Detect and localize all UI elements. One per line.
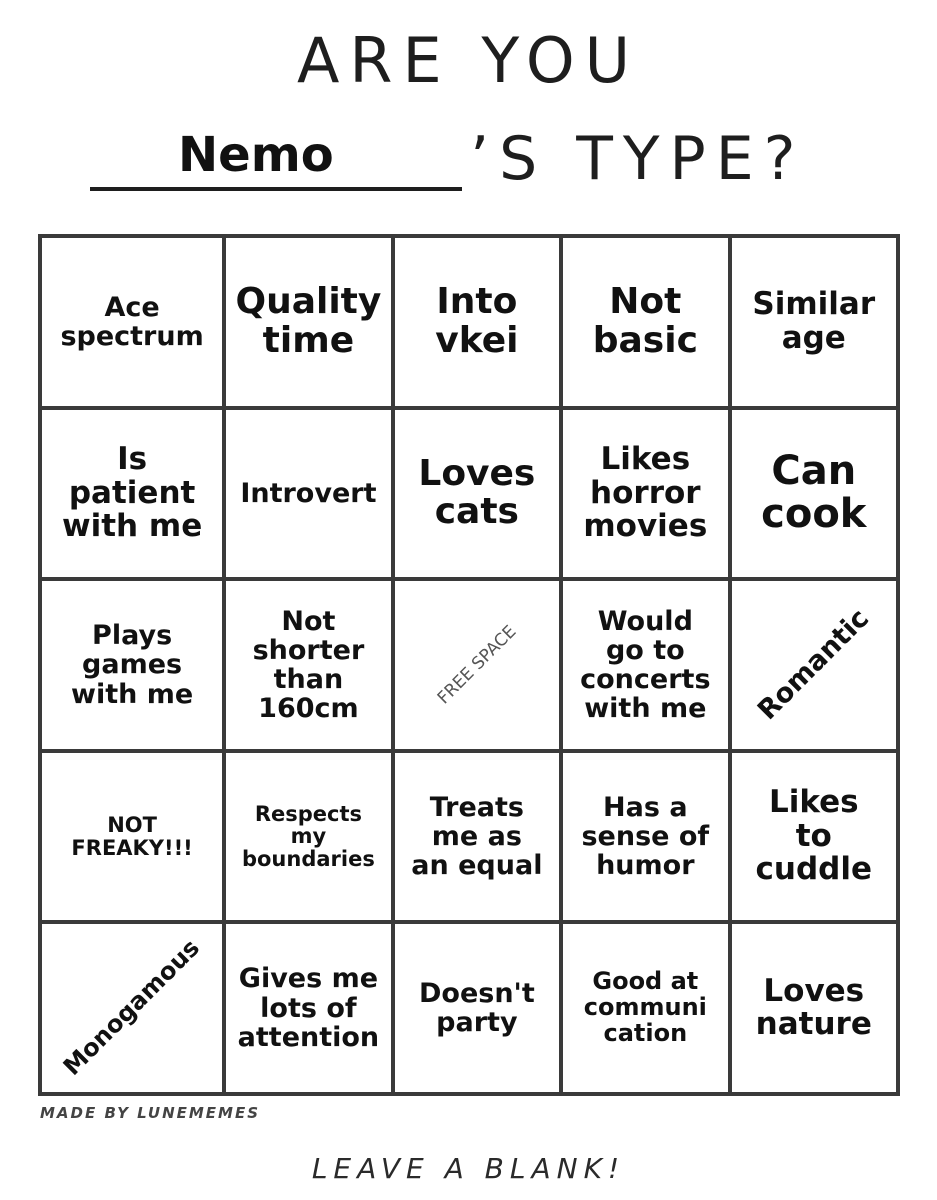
bingo-cell[interactable] [40,751,224,923]
cell-text: Likes horror movies [583,441,708,545]
cell-text: Treats me as an equal [411,791,543,882]
footer-instruction: LEAVE A BLANK! [311,1152,626,1185]
filled-name: Nemo [178,127,334,183]
cell-text: Can cook [761,448,867,538]
cell-text: Has a sense of humor [581,791,710,882]
cell-text: Likes to cuddle [755,784,873,888]
cell-text: Ace spectrum [60,291,204,352]
cell-text: Respects my boundaries [241,801,375,871]
cell-text: Monogamous [57,933,206,1082]
cell-text: Quality time [235,280,382,361]
bingo-cell[interactable] [730,579,898,751]
bingo-cell[interactable] [40,579,224,751]
cell-text: Romantic [752,603,876,727]
bingo-cell[interactable] [730,408,898,580]
bingo-cell[interactable] [561,751,729,923]
cell-text: Similar age [752,286,876,356]
bingo-cell[interactable] [561,408,729,580]
bingo-cell[interactable] [561,236,729,408]
title-line-2 [0,125,937,205]
bingo-cell[interactable] [730,751,898,923]
cell-text: Loves nature [755,972,872,1043]
title-are-you: ARE YOU [296,24,641,97]
cell-text: Loves cats [418,452,536,533]
cell-text: Gives me lots of attention [237,963,380,1053]
bingo-cell[interactable] [730,236,898,408]
bingo-cell[interactable] [393,236,561,408]
cell-text: Not shorter than 160cm [252,605,365,725]
bingo-cell[interactable] [393,922,561,1094]
cell-text: Introvert [240,477,377,509]
bingo-cell[interactable] [224,236,392,408]
bingo-cell[interactable] [393,408,561,580]
cell-text: NOT FREAKY!!! [71,812,193,860]
bingo-cell[interactable] [224,922,392,1094]
free-space-label: FREE SPACE [433,621,520,709]
bingo-cell[interactable] [224,408,392,580]
bingo-cell[interactable] [40,408,224,580]
bingo-board [38,234,900,1096]
bingo-cell[interactable] [730,922,898,1094]
bingo-cell[interactable] [561,579,729,751]
bingo-cell[interactable] [561,922,729,1094]
cell-text: Would go to concerts with me [580,605,711,725]
bingo-cell[interactable] [224,579,392,751]
title-s-type: ’S TYPE? [470,124,806,194]
cell-text: Plays games with me [71,620,194,710]
bingo-cell[interactable] [393,751,561,923]
made-by-credit: MADE BY LUNEMEMES [40,1104,261,1122]
cell-text: Is patient with me [61,441,203,545]
cell-text: Doesn't party [418,978,535,1039]
free-space-cell[interactable] [393,579,561,751]
bingo-cell[interactable] [40,922,224,1094]
bingo-cell[interactable] [40,236,224,408]
cell-text: Not basic [592,280,698,361]
cell-text: Into vkei [435,280,519,361]
bingo-cell[interactable] [224,751,392,923]
cell-text: Good at communi cation [583,967,707,1048]
